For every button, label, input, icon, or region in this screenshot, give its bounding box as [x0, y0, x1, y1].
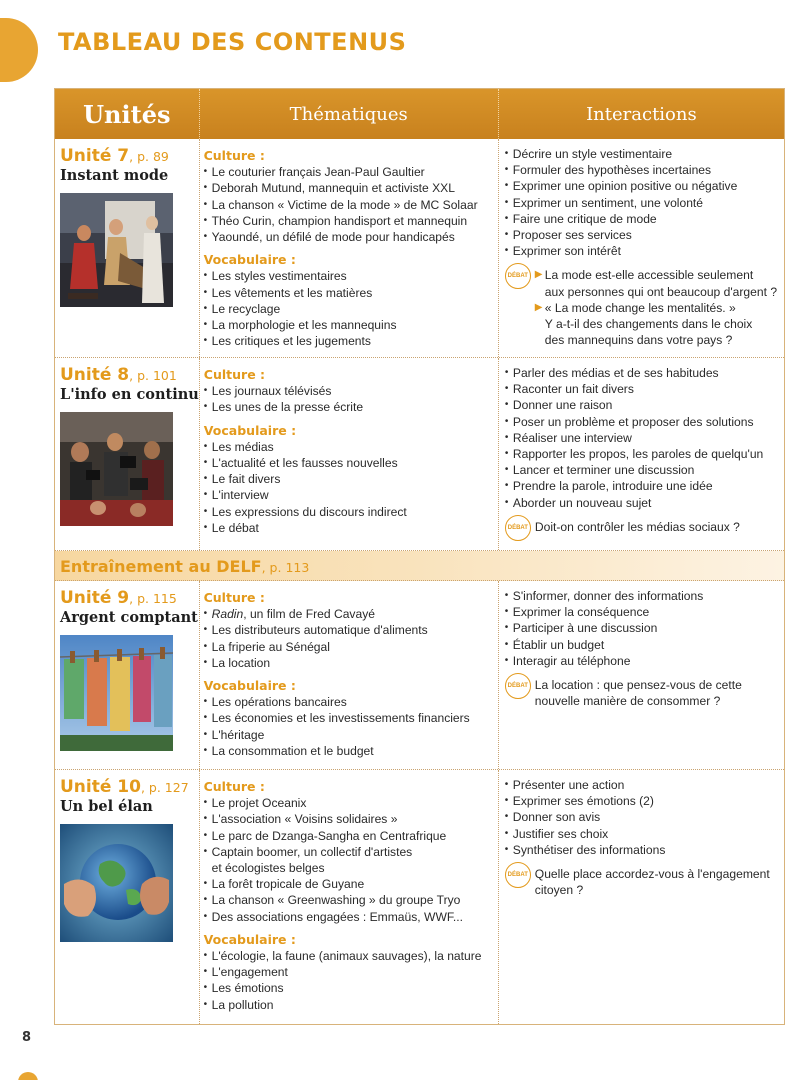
unit-number: Unité 8: [60, 365, 130, 385]
debat-line: Quelle place accordez-vous à l'engagement: [534, 867, 770, 882]
unit-9-interactions: [499, 581, 784, 769]
unit-7-name: Instant mode: [60, 167, 169, 184]
list-item: • Parler des médias et de ses habitudes: [505, 365, 780, 381]
unit-7-thematiques: [200, 139, 499, 357]
unit-10-cell: [55, 770, 200, 1024]
debat-icon: DÉBAT: [505, 673, 531, 699]
culture-heading: Culture :: [203, 148, 265, 163]
culture-heading: Culture :: [203, 779, 265, 794]
unit-9-thematiques: [200, 581, 499, 769]
unit-9-name: Argent comptant: [60, 609, 198, 626]
arrow-right-icon: ▶: [534, 269, 543, 281]
vocabulaire-list: [204, 948, 494, 1013]
list-item: • Exprimer une opinion positive ou négative: [505, 178, 780, 194]
press-photographers-photo: [60, 412, 173, 526]
culture-list: [204, 795, 494, 925]
hands-holding-earth-photo: [60, 824, 173, 942]
debat-question: [535, 519, 780, 535]
list-item: • Les vêtements et les matières: [204, 285, 494, 301]
list-item: • Les expressions du discours indirect: [204, 504, 494, 520]
list-item: • L'écologie, la faune (animaux sauvages), la nature: [204, 948, 494, 964]
list-item: • Lancer et terminer une discussion: [505, 462, 780, 478]
list-item: • Les journaux télévisés: [204, 383, 494, 399]
unit-8-row: [55, 358, 784, 551]
unit-9-title[interactable]: [60, 588, 199, 608]
delf-page-ref: , p. 113: [261, 560, 310, 575]
list-item: • Décrire un style vestimentaire: [505, 146, 780, 162]
list-item: • Présenter une action: [505, 777, 780, 793]
unit-8-interactions: [499, 358, 784, 550]
list-item: • La chanson « Victime de la mode » de MC Solaar: [204, 197, 494, 213]
debat-line: citoyen ?: [534, 883, 584, 898]
vocabulaire-list: [204, 694, 494, 759]
culture-heading: Culture :: [203, 590, 265, 605]
list-item: • Le fait divers: [204, 471, 494, 487]
header-units: Unités: [55, 89, 200, 139]
list-item: • Établir un budget: [505, 637, 780, 653]
list-item: • Le projet Oceanix: [204, 795, 494, 811]
film-description: , un film de Fred Cavayé: [243, 607, 375, 622]
unit-8-thematiques: [200, 358, 499, 550]
debat-block: [505, 519, 780, 541]
debat-line: « La mode change les mentalités. »: [544, 300, 736, 315]
unit-7-title[interactable]: [60, 146, 199, 166]
unit-8-title[interactable]: [60, 365, 199, 385]
unit-page-ref: , p. 127: [140, 780, 189, 795]
vocabulaire-heading: Vocabulaire :: [203, 252, 296, 268]
debat-line: Doit-on contrôler les médias sociaux ?: [534, 519, 740, 534]
vocabulaire-heading: Vocabulaire :: [203, 931, 296, 947]
list-item: • Théo Curin, champion handisport et mannequin: [204, 213, 494, 229]
vocabulaire-list: [204, 268, 494, 349]
list-item: • Interagir au téléphone: [505, 653, 780, 669]
list-item: • Les opérations bancaires: [204, 694, 494, 710]
unit-10-name: Un bel élan: [60, 798, 153, 815]
contents-table: [54, 88, 785, 1025]
banknotes-clothesline-photo: [60, 635, 173, 751]
list-item: • Des associations engagées : Emmaüs, WWF...: [204, 909, 494, 925]
list-item: • Les distributeurs automatique d'aliments: [204, 622, 494, 638]
debat-questions: [535, 677, 780, 709]
list-item: • Deborah Mutund, mannequin et activiste XXL: [204, 180, 494, 196]
page-number: 8: [22, 1030, 32, 1045]
list-item: • Proposer ses services: [505, 227, 780, 243]
debat-question: [535, 300, 780, 349]
list-item: • La morphologie et les mannequins: [204, 317, 494, 333]
header-thematiques: Thématiques: [200, 89, 499, 139]
debat-icon: DÉBAT: [505, 862, 531, 888]
list-item: • Exprimer la conséquence: [505, 604, 780, 620]
unit-7-cell: [55, 139, 200, 357]
film-title: Radin: [211, 607, 244, 622]
list-item: • Poser un problème et proposer des solutions: [505, 414, 780, 430]
list-item: • Le débat: [204, 520, 494, 536]
list-item: • L'interview: [204, 487, 494, 503]
unit-10-row: [55, 770, 784, 1024]
list-item: [204, 606, 494, 622]
list-item: • Participer à une discussion: [505, 620, 780, 636]
culture-heading: Culture :: [203, 367, 266, 382]
unit-page-ref: , p. 89: [129, 149, 169, 164]
list-item: • La forêt tropicale de Guyane: [204, 876, 494, 892]
list-item: • Les émotions: [204, 980, 494, 996]
list-item: • Exprimer ses émotions (2): [505, 793, 780, 809]
debat-icon: DÉBAT: [505, 515, 531, 541]
delf-title[interactable]: [60, 557, 784, 576]
list-item: • Captain boomer, un collectif d'artistes: [204, 844, 494, 860]
list-item: • Rapporter les propos, les paroles de quelqu'un: [505, 446, 780, 462]
interactions-list: [505, 365, 780, 511]
vocabulaire-heading: Vocabulaire :: [203, 678, 296, 694]
debat-line: nouvelle manière de consommer ?: [534, 694, 721, 709]
list-item: • Les critiques et les jugements: [204, 333, 494, 349]
debat-block: [505, 267, 780, 348]
list-item: • Le couturier français Jean-Paul Gaultier: [204, 164, 494, 180]
page-title: TABLEAU DES CONTENUS: [58, 28, 407, 56]
arrow-right-icon: ▶: [534, 301, 543, 313]
corner-tab: [0, 18, 38, 82]
list-item: • L'héritage: [204, 727, 494, 743]
debat-question: [535, 866, 780, 898]
culture-list: [204, 606, 494, 671]
list-item: • Les unes de la presse écrite: [204, 399, 494, 415]
list-item: • Faire une critique de mode: [505, 211, 780, 227]
unit-10-thematiques: [200, 770, 499, 1024]
bottom-dot: [18, 1072, 38, 1080]
list-item: • Réaliser une interview: [505, 430, 780, 446]
list-item: • Synthétiser des informations: [505, 842, 780, 858]
culture-list: [204, 383, 494, 415]
list-item: • Yaoundé, un défilé de mode pour handicapés: [204, 229, 494, 245]
list-item: • Formuler des hypothèses incertaines: [505, 162, 780, 178]
list-item: • Les économies et les investissements financiers: [204, 710, 494, 726]
list-item: • La consommation et le budget: [204, 743, 494, 759]
list-item: • La pollution: [204, 997, 494, 1013]
list-item: • Aborder un nouveau sujet: [505, 495, 780, 511]
unit-9-row: [55, 581, 784, 770]
list-item: • L'actualité et les fausses nouvelles: [204, 455, 494, 471]
interactions-list: [505, 588, 780, 669]
interactions-list: [505, 777, 780, 858]
vocabulaire-list: [204, 439, 494, 536]
vocabulaire-heading: Vocabulaire :: [203, 422, 297, 438]
unit-10-interactions: [499, 770, 784, 1024]
debat-line: Y a-t-il des changements dans le choix: [544, 317, 753, 332]
list-item: • Exprimer son intérêt: [505, 243, 780, 259]
list-item: • Raconter un fait divers: [505, 381, 780, 397]
unit-7-row: [55, 139, 784, 358]
list-item: • Justifier ses choix: [505, 826, 780, 842]
list-item: • L'association « Voisins solidaires »: [204, 811, 494, 827]
list-item: • Donner son avis: [505, 809, 780, 825]
debat-questions: [535, 519, 780, 535]
debat-questions: [535, 267, 780, 348]
debat-questions: [535, 866, 780, 898]
culture-list: [204, 164, 494, 245]
unit-10-title[interactable]: [60, 777, 199, 797]
list-item: • Le recyclage: [204, 301, 494, 317]
list-item: • La location: [204, 655, 494, 671]
header-interactions: Interactions: [586, 103, 697, 125]
debat-line: La location : que pensez-vous de cette: [534, 678, 742, 693]
list-item: • La friperie au Sénégal: [204, 639, 494, 655]
debat-icon: DÉBAT: [505, 263, 531, 289]
list-item: • S'informer, donner des informations: [505, 588, 780, 604]
debat-block: [505, 677, 780, 709]
unit-page-ref: , p. 115: [129, 591, 177, 606]
delf-label: Entraînement au DELF: [60, 557, 262, 576]
list-item: • Prendre la parole, introduire une idée: [505, 478, 780, 494]
list-item: • Exprimer un sentiment, une volonté: [505, 195, 780, 211]
debat-line: La mode est-elle accessible seulement: [544, 268, 754, 283]
debat-question: [535, 267, 780, 299]
list-item: • Donner une raison: [505, 397, 780, 413]
list-item: • Les médias: [204, 439, 494, 455]
list-item: • La chanson « Greenwashing » du groupe Tryo: [204, 892, 494, 908]
unit-number: Unité 9: [60, 588, 130, 608]
list-item: • L'engagement: [204, 964, 494, 980]
unit-page-ref: , p. 101: [129, 368, 177, 383]
unit-9-cell: [55, 581, 200, 769]
unit-number: Unité 10: [60, 777, 141, 797]
list-item-continuation: et écologistes belges: [211, 861, 325, 876]
debat-line: des mannequins dans votre pays ?: [544, 333, 733, 348]
table-header: [55, 89, 784, 139]
delf-training-row: [55, 551, 784, 581]
debat-question: [535, 677, 780, 709]
list-item: • Les styles vestimentaires: [204, 268, 494, 284]
unit-7-interactions: [499, 139, 784, 357]
list-item: • Le parc de Dzanga-Sangha en Centrafrique: [204, 828, 494, 844]
fashion-photo: [60, 193, 173, 307]
debat-line: aux personnes qui ont beaucoup d'argent ?: [544, 284, 778, 299]
unit-8-cell: [55, 358, 200, 550]
unit-number: Unité 7: [60, 146, 130, 166]
debat-block: [505, 866, 780, 898]
unit-8-name: L'info en continu: [60, 386, 199, 403]
interactions-list: [505, 146, 780, 259]
